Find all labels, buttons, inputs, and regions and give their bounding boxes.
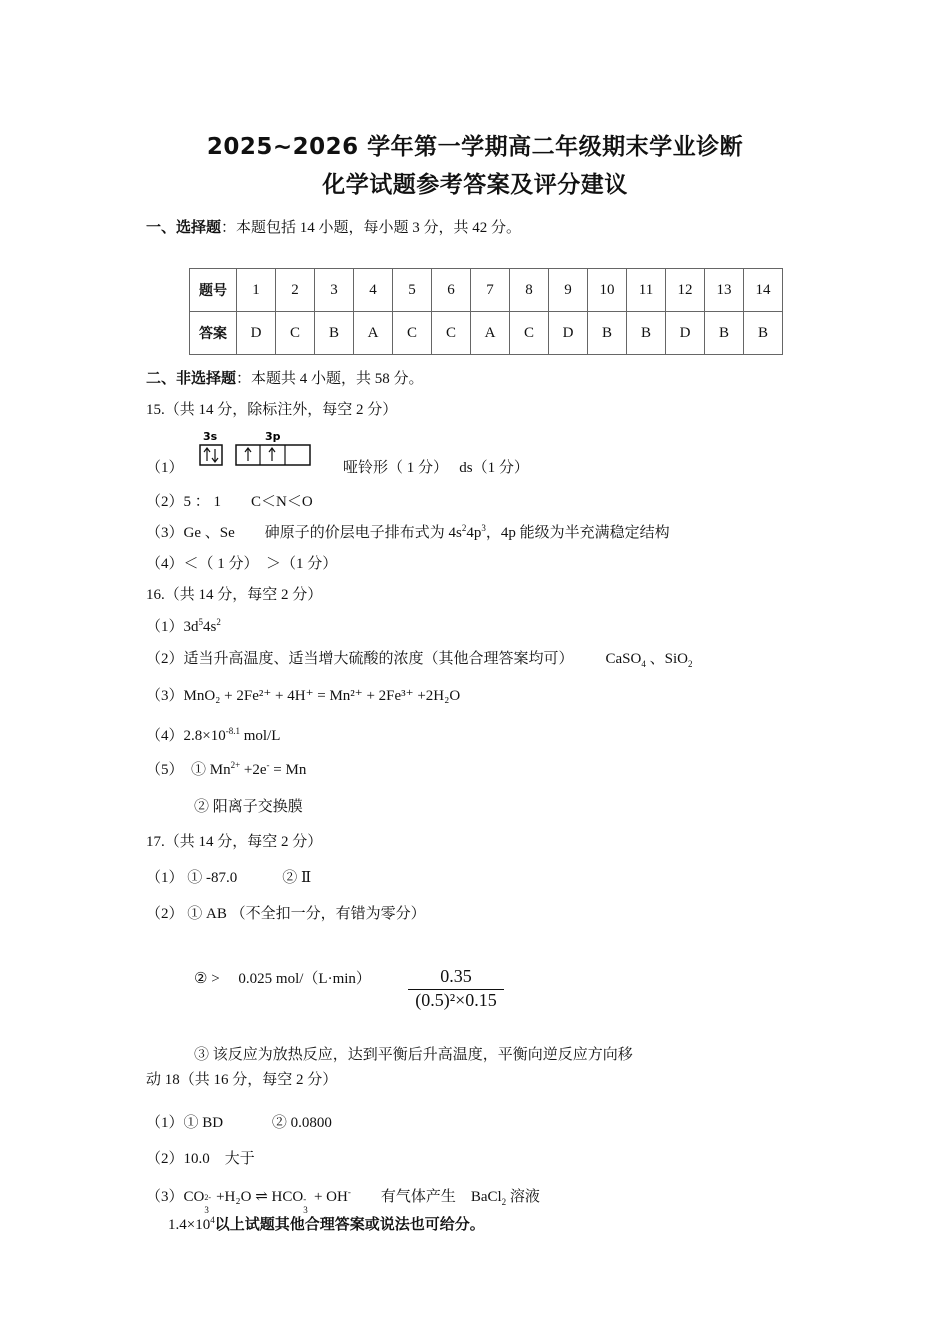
q15-part3 <box>146 521 670 542</box>
q15-part2: （2）5 ： 1 C＜N＜O <box>146 494 313 510</box>
superscript: 2 <box>216 617 221 627</box>
q16-part5-2: ② 阳离子交换膜 <box>194 799 303 815</box>
q16-part5-text-c: = Mn <box>269 762 307 778</box>
q18-part3-text-d: 有气体产生 BaCl <box>350 1189 502 1205</box>
question-number: 14 <box>744 269 783 312</box>
orbital-box-3p <box>236 445 310 465</box>
subscript: 2 <box>687 659 693 669</box>
question-number: 6 <box>432 269 471 312</box>
superscript: 2+ <box>230 760 241 770</box>
answer-table-row-answers <box>190 312 783 355</box>
superscript: - <box>347 1187 351 1197</box>
q16-part5-text-b: +2e <box>240 762 267 778</box>
answer-cell: D <box>666 312 705 355</box>
answer-cell: A <box>354 312 393 355</box>
q17-part2-3: ③ 该反应为放热反应，达到平衡后升高温度，平衡向逆反应方向移 <box>194 1047 633 1063</box>
q17-part1: （1） ① -87.0 ② Ⅱ <box>146 870 312 886</box>
section2-heading <box>146 367 424 388</box>
answer-table-row-numbers <box>190 269 783 312</box>
answer-table-head-number: 题号 <box>190 269 237 312</box>
orbital-label-3s: 3s <box>203 430 218 443</box>
q18-part1: （1）① BD ② 0.0800 <box>146 1115 332 1131</box>
answer-cell: B <box>627 312 666 355</box>
answer-cell: D <box>237 312 276 355</box>
orbital-box-3s <box>200 445 222 465</box>
answer-cell: C <box>432 312 471 355</box>
question-number: 1 <box>237 269 276 312</box>
superscript: - <box>303 1194 307 1204</box>
q18-part4-text: 1.4×10 <box>168 1217 211 1233</box>
q17-part2: （2） ① AB （不全扣一分，有错为零分） <box>146 906 426 922</box>
q18-part2: （2）10.0 大于 <box>146 1151 255 1167</box>
q16-part2-text-c: 、SiO <box>645 651 688 667</box>
question-number: 13 <box>705 269 744 312</box>
question-number: 7 <box>471 269 510 312</box>
q18-part3 <box>146 1185 540 1215</box>
subscript: 3 <box>303 1205 308 1215</box>
q17-part2-2: ② > 0.025 mol/（L·min） <box>194 971 371 987</box>
subscript: 4 <box>641 659 646 669</box>
page-title-line2: 化学试题参考答案及评分建议 <box>322 172 628 198</box>
page-title-line1: 2025~2026 学年第一学期高二年级期末学业诊断 <box>206 134 744 160</box>
subscript: 2 <box>501 1197 507 1207</box>
superscript: 2 <box>461 523 467 533</box>
q18-header: 动 18（共 16 分，每空 2 分） <box>146 1072 338 1088</box>
answer-cell: B <box>705 312 744 355</box>
question-number: 9 <box>549 269 588 312</box>
q15-part3-text-b: 4p <box>466 525 482 541</box>
q18-part4 <box>168 1213 485 1234</box>
q18-part3-text-a: （3）CO <box>146 1189 205 1205</box>
answer-table-head-answer: 答案 <box>190 312 237 355</box>
q16-part2-text-a: （2）适当升高温度、适当增大硫酸的浓度（其他合理答案均可） <box>146 651 574 667</box>
answer-cell: D <box>549 312 588 355</box>
answer-cell: B <box>744 312 783 355</box>
q15-header: 15.（共 14 分，除标注外，每空 2 分） <box>146 402 398 418</box>
orbital-diagram <box>196 428 316 470</box>
equilibrium-constant-fraction <box>408 966 504 1011</box>
question-number: 2 <box>276 269 315 312</box>
answer-table <box>189 268 783 355</box>
answer-cell: C <box>393 312 432 355</box>
q16-part5 <box>146 758 306 779</box>
q15-part3-text-c: ，4p 能级为半充满稳定结构 <box>485 525 670 541</box>
q16-part1-text-a: （1）3d <box>146 619 199 635</box>
question-number: 8 <box>510 269 549 312</box>
q15-part1-answer: 哑铃形（ 1 分） ds（1 分） <box>343 460 529 476</box>
section1-desc: ：本题包括 14 小题，每小题 3 分，共 42 分。 <box>221 220 522 236</box>
question-number: 4 <box>354 269 393 312</box>
answer-cell: C <box>510 312 549 355</box>
q15-part3-text-a: （3）Ge 、Se 砷原子的价层电子排布式为 4s <box>146 525 462 541</box>
section2-desc: ：本题共 4 小题，共 58 分。 <box>236 371 424 387</box>
orbital-label-3p: 3p <box>265 430 281 443</box>
superscript: 5 <box>198 617 204 627</box>
superscript: - <box>266 760 270 770</box>
answer-cell: B <box>315 312 354 355</box>
q16-part3: （3）MnO₂ + 2Fe²⁺ + 4H⁺ = Mn²⁺ + 2Fe³⁺ +2H₂O <box>146 688 461 704</box>
question-number: 5 <box>393 269 432 312</box>
section2-label: 二、非选择题 <box>146 369 237 387</box>
question-number: 11 <box>627 269 666 312</box>
q18-part3-text-e: 溶液 <box>506 1189 540 1205</box>
superscript: 4 <box>210 1215 215 1225</box>
q16-part4-text-a: （4）2.8×10 <box>146 728 226 744</box>
superscript: -8.1 <box>225 726 240 736</box>
answer-cell: C <box>276 312 315 355</box>
q16-part4-text-b: mol/L <box>239 728 281 744</box>
fraction-denominator: (0.5)²×0.15 <box>415 990 497 1010</box>
fraction-numerator: 0.35 <box>408 966 504 990</box>
q15-part1-label: （1） <box>146 460 184 476</box>
question-number: 10 <box>588 269 627 312</box>
section1-label: 一、选择题 <box>146 218 222 236</box>
q16-part2-text-b: CaSO <box>605 651 642 667</box>
q17-header: 17.（共 14 分，每空 2 分） <box>146 834 323 850</box>
q18-part3-text-c: + OH <box>310 1189 348 1205</box>
subscript: 3 <box>204 1205 209 1215</box>
q16-part1-text-b: 4s <box>203 619 217 635</box>
q16-part1 <box>146 615 221 636</box>
superscript: 2- <box>204 1193 212 1202</box>
q16-part2 <box>146 647 692 668</box>
question-number: 3 <box>315 269 354 312</box>
answer-cell: A <box>471 312 510 355</box>
closing-note: 以上试题其他合理答案或说法也可给分。 <box>214 1215 485 1233</box>
q15-part4: （4）＜（ 1 分） ＞（1 分） <box>146 556 338 572</box>
q16-part5-text-a: （5） ① Mn <box>146 762 231 778</box>
answer-cell: B <box>588 312 627 355</box>
section1-heading <box>146 216 521 237</box>
q16-part4 <box>146 724 280 745</box>
q18-part3-text-b: +H₂O ⇌ HCO <box>212 1189 304 1205</box>
superscript: 3 <box>481 523 486 533</box>
question-number: 12 <box>666 269 705 312</box>
q16-header: 16.（共 14 分，每空 2 分） <box>146 587 323 603</box>
